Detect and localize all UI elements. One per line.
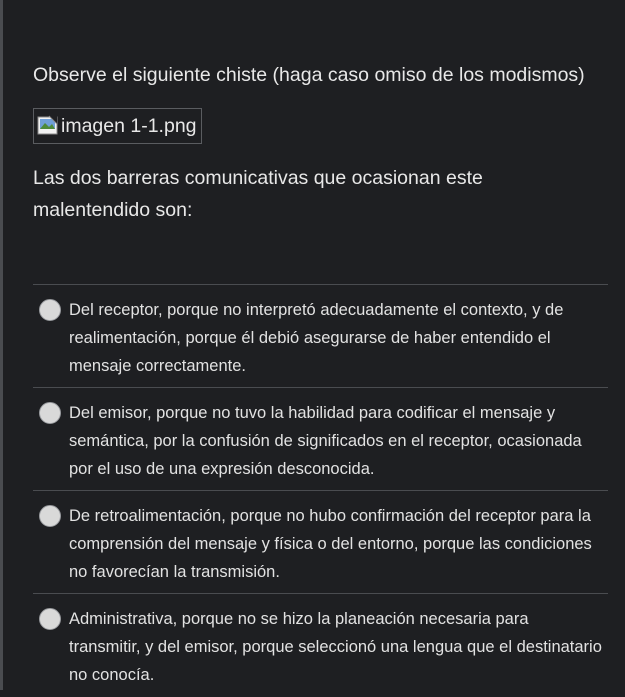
question-container bbox=[33, 0, 608, 697]
joke-image bbox=[33, 108, 202, 144]
radio-button[interactable] bbox=[39, 608, 61, 630]
broken-image-icon bbox=[37, 115, 59, 137]
question-text: Las dos barreras comunicativas que ocasionan este malentendido son: bbox=[33, 167, 483, 221]
answer-option-4[interactable] bbox=[33, 594, 608, 697]
radio-button[interactable] bbox=[39, 402, 61, 424]
answer-label: Administrativa, porque no se hizo la planeación necesaria para transmitir, y del emisor, porque seleccionó una lengua que el destinatario no conocía. bbox=[69, 610, 602, 684]
radio-button[interactable] bbox=[39, 299, 61, 321]
question-prompt: Observe el siguiente chiste (haga caso omiso de los modismos) bbox=[33, 64, 585, 86]
answer-option-2[interactable] bbox=[33, 388, 608, 491]
image-alt-text: imagen 1-1.png bbox=[61, 114, 197, 137]
answer-list bbox=[33, 284, 608, 697]
answer-label: Del receptor, porque no interpretó adecuadamente el contexto, y de realimentación, porque él debió asegurarse de haber entendido el mensaje correctamente. bbox=[69, 301, 564, 375]
answer-label: Del emisor, porque no tuvo la habilidad para codificar el mensaje y semántica, por la confusión de significados en el receptor, ocasionada por el uso de una expresión desconocida. bbox=[69, 404, 582, 478]
answer-label: De retroalimentación, porque no hubo confirmación del receptor para la comprensión del mensaje y física o del entorno, porque las condiciones no favorecían la transmisión. bbox=[69, 507, 592, 581]
radio-button[interactable] bbox=[39, 505, 61, 527]
answer-option-3[interactable] bbox=[33, 491, 608, 594]
answer-option-1[interactable] bbox=[33, 285, 608, 388]
left-border bbox=[0, 0, 3, 690]
